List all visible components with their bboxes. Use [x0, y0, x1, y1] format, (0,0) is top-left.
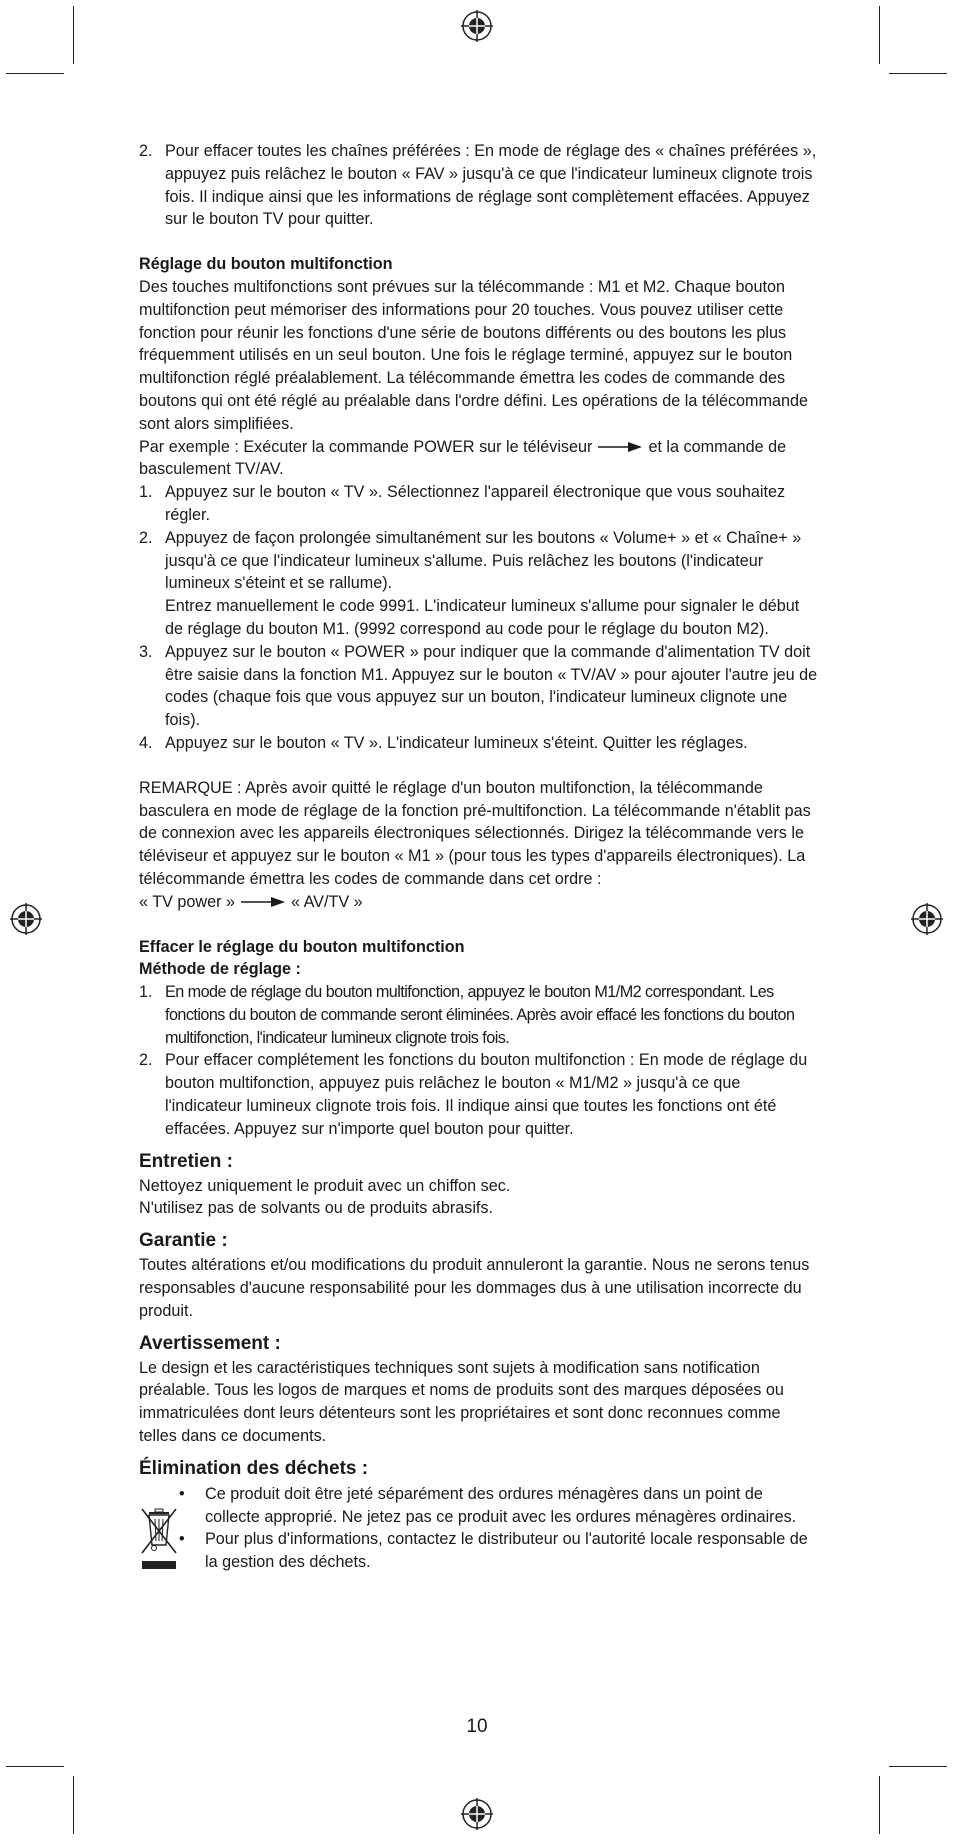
remark-text — [139, 777, 819, 914]
list-item: • Pour plus d'informations, contactez le distributeur ou l'autorité locale responsable de la gestion des déchets. — [179, 1528, 819, 1574]
step-text: Appuyez sur le bouton « TV ». Sélectionnez l'appareil électronique que vous souhaitez régler. — [165, 483, 786, 524]
crop-mark — [73, 6, 74, 64]
maintenance-heading: Entretien : — [139, 1150, 233, 1172]
bullet-text: Ce produit doit être jeté séparément des ordures ménagères dans un point de collecte approprié. Ne jetez pas ce produit avec les ordures ménagères ordinaires. — [205, 1484, 797, 1526]
step-text: Appuyez sur le bouton « POWER » pour indiquer que la commande d'alimentation TV doit être saisie dans la fonction M1. Appuyez sur le bouton « TV/AV » pour ajouter l'autre jeu de codes (chaque fois que vous appuyez sur un bouton, l'indicateur lumineux clignote une fois). — [165, 642, 818, 730]
maintenance-line: N'utilisez pas de solvants ou de produits abrasifs. — [139, 1199, 494, 1218]
step-text — [165, 527, 819, 641]
crop-mark — [6, 73, 64, 74]
page-number: 10 — [466, 1716, 488, 1737]
remark-seq-b: « AV/TV » — [290, 892, 363, 911]
registration-mark-icon — [460, 9, 494, 43]
list-number: 2. — [139, 142, 153, 160]
list-item: 2. Pour effacer complétement les fonctions du bouton multifonction : En mode de réglage du bouton multifonction, appuyez puis relâchez le bouton « M1/M2 » jusqu'à ce que l'indicateur lumineux clignote trois fois. Il indique ainsi que toutes les fonctions ont été effacées. Appuyez sur n'importe quel bouton pour quitter. — [139, 1049, 819, 1140]
crop-mark — [879, 1776, 880, 1834]
list-item: 4. Appuyez sur le bouton « TV ». L'indicateur lumineux s'éteint. Quitter les réglages. — [139, 732, 819, 755]
list-item — [139, 140, 819, 231]
erase-heading: Effacer le réglage du bouton multifonction — [139, 937, 465, 956]
registration-mark-icon — [460, 1797, 494, 1831]
arrow-right-icon — [241, 896, 285, 908]
warranty-text: Toutes altérations et/ou modifications du produit annuleront la garantie. Nous ne serons tenus responsables d'aucune responsabilité pour les dommages dus à une utilisation incorrecte du produit. — [139, 1256, 810, 1320]
disposal-list — [139, 1483, 819, 1574]
list-item: • Ce produit doit être jeté séparément des ordures ménagères dans un point de collecte approprié. Ne jetez pas ce produit avec les ordures ménagères ordinaires. — [179, 1483, 819, 1529]
step-text: Pour effacer complétement les fonctions du bouton multifonction : En mode de réglage du bouton multifonction, appuyez puis relâchez le bouton « M1/M2 » jusqu'à ce que l'indicateur lumineux clignote trois fois. Il indique ainsi que toutes les fonctions ont été effacées. Appuyez sur n'importe quel bouton pour quitter. — [165, 1051, 808, 1138]
list-item: 1. En mode de réglage du bouton multifonction, appuyez le bouton M1/M2 correspondant. Les fonctions du bouton de commande seront éliminées. Après avoir effacé les fonctions du bouton multifonction, l'indicateur lumineux clignote trois fois. — [139, 981, 819, 1049]
crop-mark — [6, 1766, 64, 1767]
example-text-a: Par exemple : Exécuter la commande POWER sur le téléviseur — [139, 437, 593, 456]
disposal-bullets — [179, 1483, 819, 1574]
crop-mark — [879, 6, 880, 64]
multifunction-heading: Réglage du bouton multifonction — [139, 255, 393, 274]
registration-mark-icon — [9, 902, 43, 936]
list-item: 3. Appuyez sur le bouton « POWER » pour indiquer que la commande d'alimentation TV doit être saisie dans la fonction M1. Appuyez sur le bouton « TV/AV » pour ajouter l'autre jeu de codes (chaque fois que vous appuyez sur un bouton, l'indicateur lumineux clignote une fois). — [139, 641, 819, 732]
maintenance-line: Nettoyez uniquement le produit avec un chiffon sec. — [139, 1176, 511, 1195]
erase-method: Méthode de réglage : — [139, 960, 301, 979]
example-text-b: et la commande de basculement TV/AV. — [139, 437, 787, 479]
step-text-main: Appuyez de façon prolongée simultanément sur les boutons « Volume+ » et « Chaîne+ » jusqu'à ce que l'indicateur lumineux s'allume. Puis relâchez les boutons (l'indicateur lumineux s'éteint et se rallume). — [165, 528, 802, 593]
warranty-heading: Garantie : — [139, 1230, 228, 1252]
crop-mark — [889, 73, 947, 74]
warning-text: Le design et les caractéristiques techniques sont sujets à modification sans notification préalable. Tous les logos de marques et noms de produits sont des marques déposées ou immatriculées dont leurs détenteurs sont les propriétaires et sont donc reconnues comme telles dans ce documents. — [139, 1358, 784, 1446]
page-content — [139, 140, 819, 1574]
list-item: 1. Appuyez sur le bouton « TV ». Sélectionnez l'appareil électronique que vous souhaitez régler. — [139, 481, 819, 527]
warning-heading: Avertissement : — [139, 1332, 281, 1354]
step-text: En mode de réglage du bouton multifonction, appuyez le bouton M1/M2 correspondant. Les fonctions du bouton de commande seront éliminées. Après avoir effacé les fonctions du bouton multifonction, l'indicateur lumineux clignote trois fois. — [165, 983, 795, 1047]
registration-mark-icon — [910, 902, 944, 936]
list-item: 2. Appuyez de façon prolongée simultanément sur les boutons « Volume+ » et « Chaîne+ » jusqu'à ce que l'indicateur lumineux s'allume. Puis relâchez les boutons (l'indicateur lumineux s'éteint et se rallume). Entrez manuellement le code 9991. L'indicateur lumineux s'allume pour signaler le début de réglage du bouton M1. (9992 correspond au code pour le réglage du bouton M2). — [139, 527, 819, 641]
bullet-text: Pour plus d'informations, contactez le distributeur ou l'autorité locale responsable de la gestion des déchets. — [205, 1530, 808, 1572]
multifunction-intro: Des touches multifonctions sont prévues sur la télécommande : M1 et M2. Chaque bouton multifonction peut mémoriser des informations pour 20 touches. Vous pouvez utiliser cette fonction pour réunir les fonctions d'une série de boutons différents ou des boutons les plus fréquemment utilisés en un seul bouton. Une fois le réglage terminé, appuyez sur le bouton multifonction réglé préalablement. La télécommande émettra les codes de commande des boutons qui ont été réglé au préalable dans l'ordre défini. Les opérations de la télécommande sont alors simplifiées. — [139, 277, 809, 433]
crop-mark — [73, 1776, 74, 1834]
disposal-heading: Élimination des déchets : — [139, 1457, 369, 1479]
remark-body: REMARQUE : Après avoir quitté le réglage d'un bouton multifonction, la télécommande basculera en mode de réglage de la fonction pré-multifonction. La télécommande n'établit pas de connexion avec les appareils électroniques sélectionnés. Dirigez la télécommande vers le téléviseur et appuyez sur le bouton « M1 » (pour tous les types d'appareils électroniques). La télécommande émettra les codes de commande dans cet ordre : — [139, 778, 811, 888]
multifunction-example — [139, 436, 819, 482]
arrow-right-icon — [598, 441, 642, 453]
remark-seq-a: « TV power » — [139, 892, 235, 911]
crop-mark — [889, 1766, 947, 1767]
crossed-out-wheelie-bin-icon — [140, 1505, 178, 1575]
fav-erase-text: Pour effacer toutes les chaînes préférées : En mode de réglage des « chaînes préférées », appuyez puis relâchez le bouton « FAV » jusqu'à ce que l'indicateur lumineux clignote trois fois. Il indique ainsi que les informations de réglage sont complètement effacées. Appuyez sur le bouton TV pour quitter. — [165, 142, 817, 229]
weee-area — [139, 1483, 215, 1574]
step-text-extra: Entrez manuellement le code 9991. L'indicateur lumineux s'allume pour signaler le début de réglage du bouton M1. (9992 correspond au code pour le réglage du bouton M2). — [165, 597, 800, 638]
step-text: Appuyez sur le bouton « TV ». L'indicateur lumineux s'éteint. Quitter les réglages. — [165, 733, 748, 752]
